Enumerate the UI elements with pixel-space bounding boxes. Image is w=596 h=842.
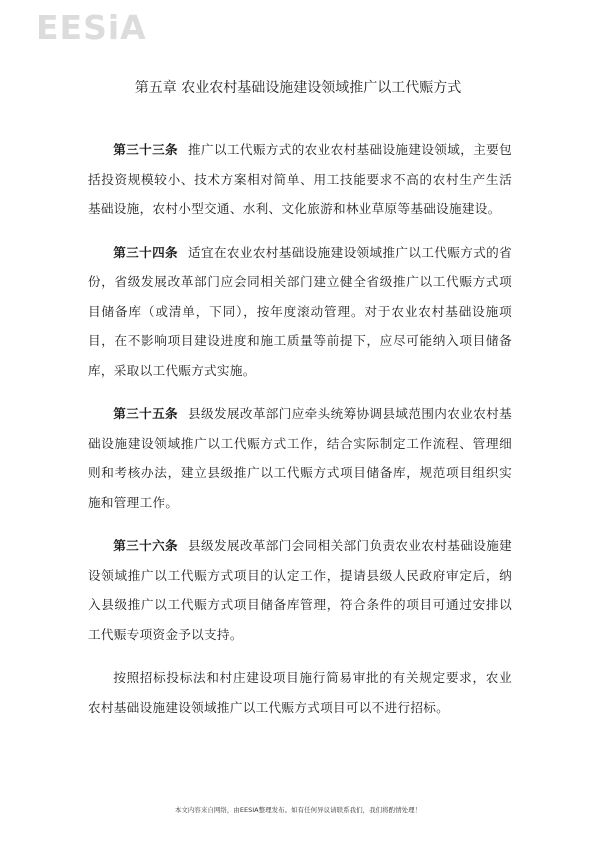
article-number: 第三十三条 <box>113 142 179 157</box>
article-number: 第三十四条 <box>113 244 179 260</box>
footer-notice: 本文内容来自网络，由EESIA整理发布。如有任何异议请联系我们，我们将酌情处理！ <box>174 806 422 814</box>
article-36-paragraph <box>88 531 512 649</box>
article-text: 推广以工代赈方式的农业农村基础设施建设领域，主要包括投资规模较小、技术方案相对简单、用工技能要求不高的农村生产生活基础设施，农村小型交通、水利、文化旅游和林业草原等基础设施建设。 <box>88 142 513 216</box>
eesia-logo: EESiA <box>36 8 147 47</box>
article-number: 第三十五条 <box>113 406 179 421</box>
document-body <box>88 135 512 736</box>
article-33-paragraph <box>88 135 512 224</box>
tender-exemption-paragraph <box>88 663 512 722</box>
article-text: 适宜在农业农村基础设施建设领域推广以工代赈方式的省份，省级发展改革部门应会同相关部门建立健全省级推广以工代赈方式项目储备库（或清单，下同），按年度滚动管理。对于农业农村基础设施项目，在不影响项目建设进度和施工质量等前提下，应尽可能纳入项目储备库，采取以工代赈方式实施。 <box>88 244 513 378</box>
article-text: 县级发展改革部门应牵头统筹协调县域范围内农业农村基础设施建设领域推广以工代赈方式工作，结合实际制定工作流程、管理细则和考核办法，建立县级推广以工代赈方式项目储备库，规范项目组织实施和管理工作。 <box>88 406 513 510</box>
article-number: 第三十六条 <box>113 538 179 553</box>
chapter-title: 第五章 农业农村基础设施建设领域推广以工代赈方式 <box>134 80 462 96</box>
article-text: 县级发展改革部门会同相关部门负责农业农村基础设施建设领域推广以工代赈方式项目的认定工作，提请县级人民政府审定后，纳入县级推广以工代赈方式项目储备库管理，符合条件的项目可通过安排以工代赈专项资金予以支持。 <box>88 538 513 642</box>
article-35-paragraph <box>88 399 512 517</box>
article-34-paragraph <box>88 238 512 386</box>
paragraph-text: 按照招标投标法和村庄建设项目施行简易审批的有关规定要求，农业农村基础设施建设领域推广以工代赈方式项目可以不进行招标。 <box>88 670 512 715</box>
